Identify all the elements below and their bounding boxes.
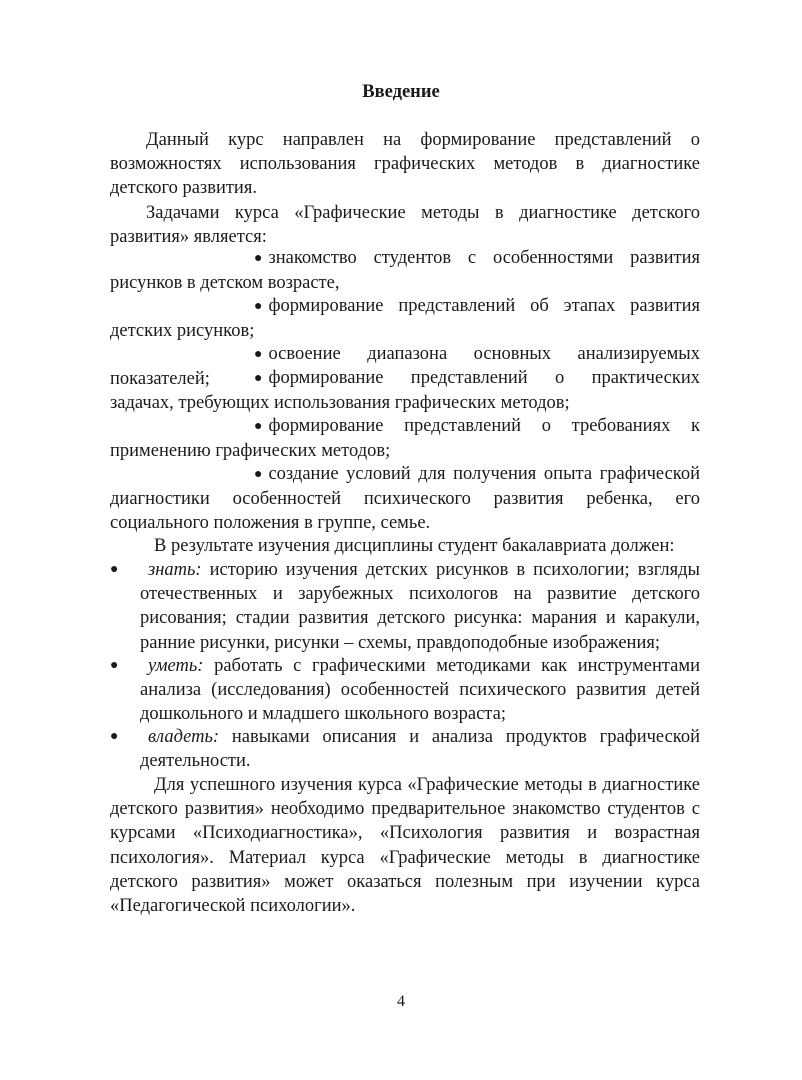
task-item: [110, 294, 700, 343]
bullet-icon: ●: [254, 347, 263, 362]
task-item: [110, 462, 700, 536]
result-text: историю изучения детских рисунков в психологии; взгляды отечественных и зарубежных психологов на развитие детского рисования; стадии развития детского рисунка: марания и каракули, ранние рисунки, рисунки – схемы, правдоподобные изображения;: [140, 560, 700, 653]
result-item: [110, 654, 700, 727]
bullet-icon: ●: [110, 562, 119, 577]
bullet-icon: ●: [254, 251, 263, 266]
tasks-intro-paragraph: Задачами курса «Графические методы в диагностике детского развития» является:: [110, 203, 700, 248]
result-item: [110, 725, 700, 773]
page-title: Введение: [362, 82, 440, 102]
result-item: [110, 558, 700, 655]
bullet-icon: ●: [110, 729, 119, 744]
task-text: формирование представлений о практических задачах, требующих использования графических методов;: [110, 368, 700, 414]
conclusion-paragraph: Для успешного изучения курса «Графические методы в диагностике детского развития» необходимо предварительное знакомство студентов с курсами «Психодиагностика», «Психология развития и возрастная психология». Материал курса «Графические методы в диагностике детского развития» может оказаться полезным при изучении курса «Педагогической психологии».: [110, 775, 700, 917]
intro-paragraph: Данный курс направлен на формирование представлений о возможностях использования графических методов в диагностике детского развития.: [110, 130, 700, 199]
task-item: [110, 246, 700, 295]
bullet-icon: ●: [254, 371, 263, 386]
task-item: [110, 414, 700, 463]
result-text: работать с графическими методиками как инструментами анализа (исследования) особенностей психического развития детей дошкольного и младшего школьного возраста;: [140, 656, 700, 725]
task-text: формирование представлений об этапах развития детских рисунков;: [110, 296, 700, 342]
bullet-icon: ●: [254, 467, 263, 482]
bullet-icon: ●: [254, 299, 263, 314]
task-text: знакомство студентов с особенностями развития рисунков в детском возрасте,: [110, 248, 700, 294]
task-text: создание условий для получения опыта графической диагностики особенностей психического развития ребенка, его социального положения в группе, семье.: [110, 464, 700, 534]
results-intro-paragraph: В результате изучения дисциплины студент бакалавриата должен:: [154, 536, 675, 556]
task-text: формирование представлений о требованиях к применению графических методов;: [110, 416, 700, 462]
task-text: освоение диапазона основных анализируемых показателей;: [110, 344, 700, 390]
result-term: знать:: [148, 560, 202, 580]
result-text: навыками описания и анализа продуктов графической деятельности.: [140, 727, 700, 772]
bullet-icon: ●: [254, 419, 263, 434]
bullet-icon: ●: [110, 658, 119, 673]
result-term: уметь:: [148, 656, 204, 676]
result-term: владеть:: [148, 727, 220, 747]
page-number: 4: [397, 993, 405, 1010]
task-item: [110, 366, 700, 415]
